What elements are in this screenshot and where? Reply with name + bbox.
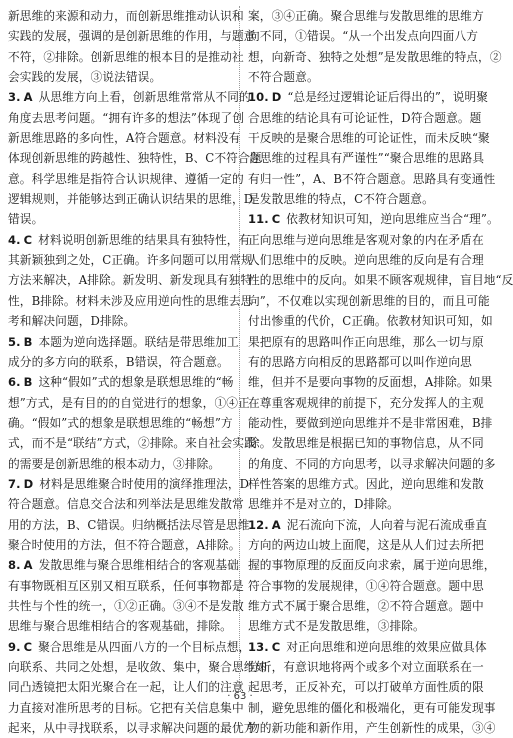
line-text: 能动性，要做到逆向思维并不是非常困难，B排 xyxy=(248,415,493,430)
line-text: 想，向新奇、独特之处想”是发散思维的特点，② xyxy=(248,49,502,64)
line-text: 干反映的是聚合思维的可论证性，而未反映“聚 xyxy=(248,131,490,146)
line-text: 发散思维与聚合思维相结合的客观基础 xyxy=(38,558,239,573)
text-line xyxy=(248,311,493,331)
answer-item-start xyxy=(248,637,487,657)
text-line xyxy=(8,67,232,87)
text-line xyxy=(8,189,254,209)
text-line xyxy=(8,657,268,677)
text-line xyxy=(8,535,241,555)
line-text: 共性与个性的统一，①②正确。③④不是发散 xyxy=(8,598,244,613)
text-line xyxy=(8,433,256,453)
text-line xyxy=(248,291,490,311)
line-text: 握的事物原理的反面反向求索，属于逆向思维， xyxy=(248,558,496,573)
text-line xyxy=(8,616,232,636)
text-line xyxy=(8,718,256,738)
text-line xyxy=(8,148,262,168)
answer-item-start xyxy=(8,637,251,657)
text-line xyxy=(8,291,253,311)
text-line xyxy=(8,454,232,474)
text-line xyxy=(248,576,484,596)
text-line xyxy=(248,535,484,555)
line-text: 思维与聚合思维相结合的客观基础，排除。 xyxy=(8,619,232,634)
text-line xyxy=(8,311,232,331)
text-line xyxy=(248,433,484,453)
line-text: 正向思维与逆向思维是客观对象的内在矛盾在 xyxy=(248,232,484,247)
line-text: 向”，不仅难以实现创新思维的目的，而且可能 xyxy=(248,293,490,308)
line-text: 对正向思维和逆向思维的效果应做具体 xyxy=(286,639,487,654)
text-line xyxy=(8,209,232,229)
text-line xyxy=(248,657,484,677)
text-line xyxy=(248,718,496,738)
line-text: 泥石流向下流，人向着与泥石流成垂直 xyxy=(286,517,488,532)
answer-letter: C xyxy=(271,212,281,227)
text-line xyxy=(8,413,232,433)
line-text: 成分的多方向的联系，B错误，符合题意。 xyxy=(8,354,229,369)
line-text: 的角度、不同的方向思考，以寻求解决问题的多 xyxy=(248,456,496,471)
text-line xyxy=(8,393,250,413)
line-text: 新思维的来源和动力，而创新思维推动认识和 xyxy=(8,9,244,23)
text-line xyxy=(248,494,472,514)
text-line xyxy=(248,189,472,209)
line-text: 维方式不属于聚合思维，②不符合题意。题中 xyxy=(248,598,484,613)
answer-letter: A xyxy=(23,558,33,573)
page-number: · 63 · xyxy=(227,691,253,702)
text-line xyxy=(8,6,244,26)
line-text: 性的思维中的反向。如果不顾客观规律，盲目地“反 xyxy=(248,273,513,288)
line-text: 实践的发展，强调的是创新思维的作用，与题意 xyxy=(8,29,256,44)
question-number: 3. xyxy=(8,90,21,105)
answer-item-start xyxy=(8,555,239,575)
line-text: 的需要是创新思维的根本动力，③排除。 xyxy=(8,456,221,471)
question-number: 11. xyxy=(248,212,269,227)
line-text: 从思维方向上看，创新思维常常从不同的 xyxy=(38,90,251,105)
line-text: 制，避免思维的僵化和极端化，更有可能发现事 xyxy=(248,700,496,715)
line-text: 材料说明创新思维的结果具有独特性，有 xyxy=(38,232,251,247)
text-line xyxy=(248,596,484,616)
line-text: 这种“假如”式的想象是联想思维的“畅 xyxy=(38,375,234,390)
line-text: 合思维的结论具有可论证性，D符合题意。题 xyxy=(248,110,482,125)
question-number: 13. xyxy=(248,639,269,654)
line-text: 有事物既相互区别又相互联系，任何事物都是 xyxy=(8,578,244,593)
answer-letter: C xyxy=(23,232,33,247)
text-line xyxy=(8,250,253,270)
line-text: 思维并不是对立的，D排除。 xyxy=(248,497,399,512)
line-text: 有的思路方向相反的思路都可以叫作逆向思 xyxy=(248,354,472,369)
line-text: 同凸透镜把太阳光聚合在一起，让人们的注意 xyxy=(8,680,244,695)
answer-letter: A xyxy=(271,517,281,532)
text-line xyxy=(248,474,484,494)
text-line xyxy=(8,494,244,514)
text-line xyxy=(248,26,479,46)
text-line xyxy=(8,352,232,372)
line-text: 合思维的过程具有严谨性”“聚合思维的思路具 xyxy=(248,151,485,166)
text-line xyxy=(248,148,485,168)
text-line xyxy=(8,270,253,290)
line-text: 方向的两边山坡上面爬，这是从人们过去所把 xyxy=(248,537,484,552)
text-line xyxy=(248,230,484,250)
line-text: 其新颖独到之处，C正确。许多问题可以用常规 xyxy=(8,253,253,268)
line-text: 维，但并不是要向事物的反面想，A排除。如果 xyxy=(248,375,493,390)
line-text: 在尊重客观规律的前提下，充分发挥人的主观 xyxy=(248,395,484,410)
text-line xyxy=(8,26,256,46)
text-line xyxy=(8,169,244,189)
text-line xyxy=(248,128,490,148)
line-text: 新思维思路的多向性，A符合题意。材料没有 xyxy=(8,131,241,146)
answer-letter: A xyxy=(23,90,33,105)
line-text: 向联系、共同之处想，是收敛、集中，聚合思维如 xyxy=(8,660,268,674)
question-number: 9. xyxy=(8,639,21,654)
question-number: 10. xyxy=(248,90,269,105)
answer-letter: C xyxy=(23,639,33,654)
answer-letter: B xyxy=(23,375,33,390)
answer-item-start xyxy=(248,515,488,535)
line-text: 错误。 xyxy=(8,212,44,227)
column-divider xyxy=(239,6,240,692)
answer-item-start xyxy=(248,209,499,229)
text-line xyxy=(8,108,245,128)
text-line xyxy=(248,250,484,270)
line-text: 付出惨重的代价，C正确。依教材知识可知，如 xyxy=(248,314,493,329)
line-text: 角度去思考问题。“拥有许多的想法”体现了创 xyxy=(8,110,245,125)
line-text: 向不同，①错误。“从一个出发点向四面八方 xyxy=(248,29,479,44)
line-text: 聚合思维是从四面八方的一个目标点想， xyxy=(38,639,251,654)
answer-item-start xyxy=(8,87,251,107)
text-line xyxy=(248,352,472,372)
answer-item-start xyxy=(8,372,232,392)
answer-letter: D xyxy=(23,476,34,491)
line-text: 起来，从中寻找联系，以寻求解决问题的最优方 xyxy=(8,721,256,736)
text-line xyxy=(8,128,241,148)
line-text: 人们思维中的反映。逆向思维的反向是有合理 xyxy=(248,253,484,268)
text-line xyxy=(8,515,250,535)
text-line xyxy=(8,576,244,596)
answer-letter: D xyxy=(271,90,282,105)
answer-item-start xyxy=(8,230,251,250)
line-text: 不符，②排除。创新思维的根本目的是推动社 xyxy=(8,49,244,64)
line-text: 思维方式不是发散思维，③排除。 xyxy=(248,619,425,634)
line-text: 案，③④正确。聚合思维与发散思维的思维方 xyxy=(248,9,484,23)
answer-letter: B xyxy=(23,334,33,349)
text-line xyxy=(248,616,472,636)
line-text: 材料是思维聚合时使用的演绎推理法，D xyxy=(39,476,250,491)
line-text: 聚合时使用的方法，但不符合题意，A排除。 xyxy=(8,537,241,552)
line-text: 果把原有的思路叫作正向思维，那么一切与原 xyxy=(248,334,484,349)
line-text: 用的方法，B、C错误。归纳概括法尽管是思维 xyxy=(8,517,250,532)
line-text: 本题为逆向选择题。联结是带思维加工 xyxy=(38,334,239,349)
text-line xyxy=(248,270,513,290)
text-line xyxy=(8,596,244,616)
text-line xyxy=(8,47,244,67)
line-text: 性，B排除。材料未涉及应用逆向性的思维去思 xyxy=(8,293,253,308)
text-line xyxy=(248,372,493,392)
line-text: 不符合题意。 xyxy=(248,70,319,85)
question-number: 7. xyxy=(8,476,21,491)
line-text: 物的新功能和新作用，产生创新性的成果，③④ xyxy=(248,721,496,736)
line-text: 除。发散思维是根据已知的事物信息，从不同 xyxy=(248,436,484,451)
line-text: 符合事物的发展规律，①④符合题意。题中思 xyxy=(248,578,484,593)
text-line xyxy=(248,555,496,575)
line-text: 式，而不是“联结”方式，②排除。来自社会实践 xyxy=(8,436,256,451)
line-text: 分析，有意识地将两个或多个对立面联系在一 xyxy=(248,660,484,674)
text-line xyxy=(248,47,502,67)
line-text: 想”方式，是有目的的自觉进行的想象，①④正 xyxy=(8,395,250,410)
line-text: 考和解决问题，D排除。 xyxy=(8,314,136,329)
line-text: 力直接对准所思考的目标。它把有关信息集中 xyxy=(8,700,244,715)
line-text: 样性答案的思维方式。因此，逆向思维和发散 xyxy=(248,476,484,491)
line-text: 方法来解决，A排除。新发明、新发现具有独特 xyxy=(8,273,253,288)
line-text: 确。“假如”式的想象是联想思维的“畅想”方 xyxy=(8,415,233,430)
text-line xyxy=(248,332,484,352)
question-number: 6. xyxy=(8,375,21,390)
line-text: 意。科学思维是指符合认识规律、遵循一定的 xyxy=(8,171,244,186)
answer-letter: C xyxy=(271,639,281,654)
line-text: 有归一性”，A、B不符合题意。思路具有变通性 xyxy=(248,171,496,186)
line-text: 起思考，正反补充，可以打破单方面性质的限 xyxy=(248,680,484,695)
question-number: 4. xyxy=(8,232,21,247)
right-column xyxy=(248,6,513,738)
answer-item-start xyxy=(248,87,489,107)
line-text: 会实践的发展，③说法错误。 xyxy=(8,70,162,85)
line-text: 体现创新思维的跨越性、独特性，B、C不符合题 xyxy=(8,151,262,166)
question-number: 5. xyxy=(8,334,21,349)
text-line xyxy=(248,67,472,87)
question-number: 8. xyxy=(8,558,21,573)
line-text: 符合题意。信息交合法和列举法是思维发散常 xyxy=(8,497,244,512)
line-text: “总是经过逻辑论证后得出的”，说明聚 xyxy=(287,90,489,105)
text-line xyxy=(248,413,493,433)
line-text: 是发散思维的特点，C不符合题意。 xyxy=(248,192,434,207)
text-line xyxy=(248,169,496,189)
answer-item-start xyxy=(8,332,239,352)
answer-item-start xyxy=(8,474,250,494)
line-text: 逻辑规则，并能够达到正确认识结果的思维，D xyxy=(8,192,254,207)
text-line xyxy=(248,6,484,26)
text-line xyxy=(248,393,484,413)
text-line xyxy=(248,454,496,474)
question-number: 12. xyxy=(248,517,269,532)
line-text: 依教材知识可知，逆向思维应当合“理”。 xyxy=(286,212,499,227)
text-line xyxy=(248,108,482,128)
